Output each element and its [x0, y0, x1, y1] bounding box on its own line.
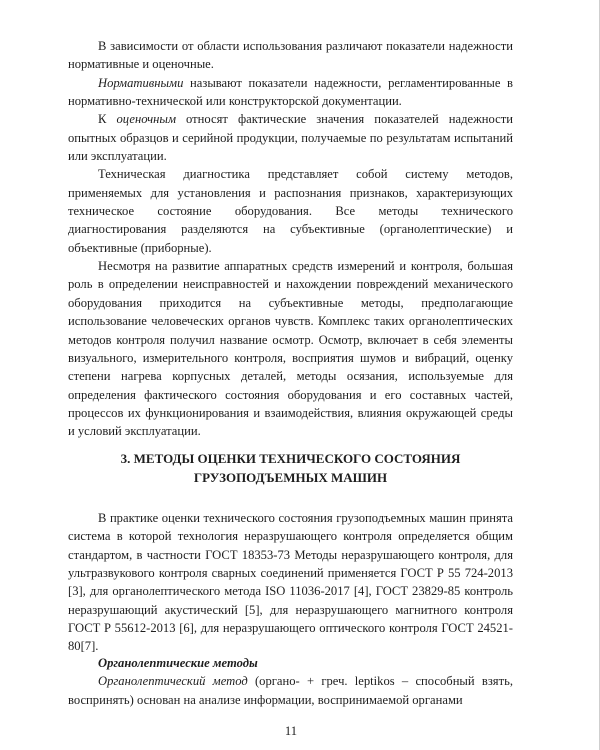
body-text-section [68, 509, 513, 656]
paragraph: Техническая диагностика представляет собой систему методов, применяемых для установления и распознания признаков, характеризующих техническое состояние оборудования. Все методы технического диагностирования разделяются на субъективные (органолептические) и объективные (приборные). [68, 167, 513, 255]
paragraph: Нормативными называют показатели надежности, регламентированные в нормативно-технической или конструкторской документации. [68, 75, 513, 109]
paragraph: Несмотря на развитие аппаратных средств измерений и контроля, большая роль в определении неисправностей и нахождении повреждений механического оборудования приходится на субъективные методы, предполагающие использование человеческих органов чувств. Комплекс таких органолептических методов контроля получил название осмотр. Осмотр, включает в себя элементы визуального, измерительного контроля, восприятия шумов и вибраций, оценку степени нагрева корпусных деталей, методы осязания, используемые для определения фактического состояния оборудования и его составных частей, процессов их функционирования и взаимодействия, влияния окружающей среды и условий эксплуатации. [68, 259, 513, 439]
paragraph: Органолептический метод (органо- + греч. leptikos – способный взять, воспринять) основан на анализе информации, воспринимаемой органами [68, 674, 513, 707]
page-number: 11 [284, 724, 298, 738]
section-heading [68, 450, 513, 487]
emphasis-term: Органолептический метод [98, 674, 248, 689]
section-heading-line: 3. МЕТОДЫ ОЦЕНКИ ТЕХНИЧЕСКОГО СОСТОЯНИЯ [120, 451, 461, 466]
paragraph: В зависимости от области использования различают показатели надежности нормативные и оценочные. [68, 39, 513, 72]
paragraph: В практике оценки технического состояния грузоподъемных машин принята система в которой технология неразрушающего контроля определяется общим стандартом, в частности ГОСТ 18353-73 Методы неразрушающего контроля, для ультразвукового контроля сварных соединений применяется ГОСТ Р 55 724-2013 [3], для органолептического метода ISO 11036-2017 [4], ГОСТ 23829-85 контроль неразрушающий акустический [5], для неразрушающего магнитного контроля ГОСТ Р 55612-2013 [6], для неразрушающего оптического контроля ГОСТ 24521-80[7]. [68, 511, 513, 654]
body-text-top [68, 37, 513, 441]
subsection-heading: Органолептические методы [98, 656, 258, 670]
subsection [68, 654, 513, 709]
emphasis-term: Нормативными [98, 75, 184, 90]
paragraph: К оценочным относят фактические значения показателей надежности опытных образцов и серийной продукции, получаемые по результатам испытаний или эксплуатации. [68, 112, 513, 164]
section-heading-line: ГРУЗОПОДЪЕМНЫХ МАШИН [193, 469, 388, 485]
emphasis-term: оценочным [116, 112, 176, 127]
